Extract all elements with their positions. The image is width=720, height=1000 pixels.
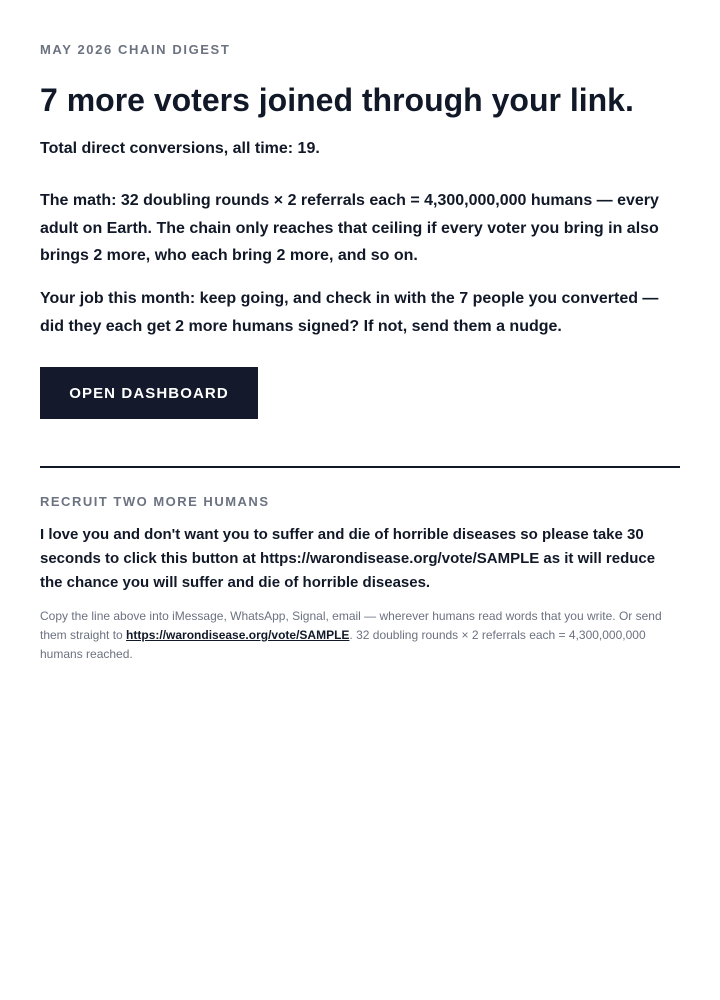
recruit-note-text: Copy the line above into iMessage, WhatsApp, Signal, email — wherever humans read words that you write. Or send them straight to — [40, 609, 662, 642]
recruit-note — [40, 607, 680, 664]
recruit-note-tail: . 32 doubling rounds × 2 referrals each = 4,300,000,000 humans reached. — [40, 628, 646, 661]
math-paragraph: The math: 32 doubling rounds × 2 referrals each = 4,300,000,000 humans — every adult on Earth. The chain only reaches that ceiling if every voter you bring in also brings 2 more, who each bring 2 more, and so on. — [40, 192, 659, 264]
page-title: 7 more voters joined through your link. — [40, 82, 634, 118]
job-paragraph: Your job this month: keep going, and check in with the 7 people you converted — did they each get 2 more humans signed? If not, send them a nudge. — [40, 290, 659, 335]
vote-link[interactable]: https://warondisease.org/vote/SAMPLE — [126, 628, 350, 642]
section-divider — [40, 466, 680, 468]
digest-eyebrow: MAY 2026 CHAIN DIGEST — [40, 42, 231, 57]
recruit-message: I love you and don't want you to suffer and die of horrible diseases so please take 30 seconds to click this button at https://warondisease.org/vote/SAMPLE as it will reduce the chance you will suffer and die of horrible diseases. — [40, 526, 656, 591]
recruit-section-label: RECRUIT TWO MORE HUMANS — [40, 494, 270, 509]
total-conversions: Total direct conversions, all time: 19. — [40, 140, 320, 157]
open-dashboard-button[interactable]: OPEN DASHBOARD — [40, 367, 258, 419]
